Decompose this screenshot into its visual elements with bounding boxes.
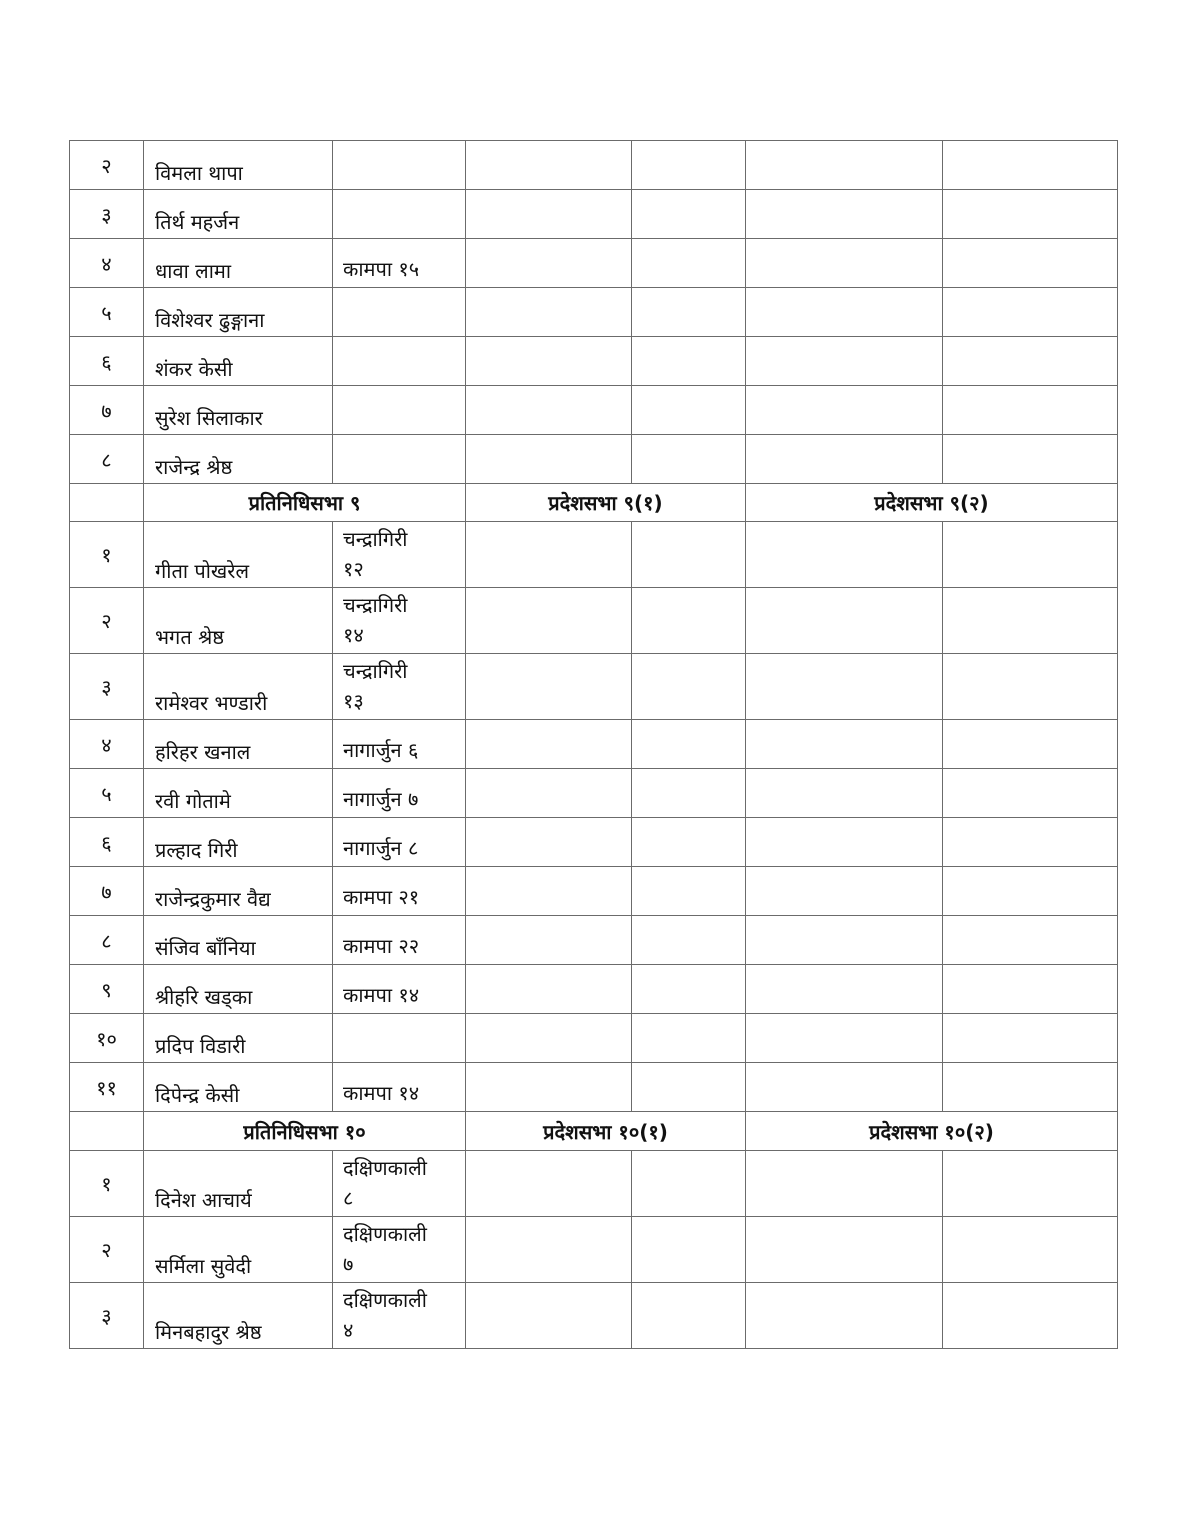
empty-cell: [746, 386, 943, 435]
empty-cell: [632, 337, 746, 386]
empty-cell: [746, 239, 943, 288]
empty-cell: [632, 818, 746, 867]
empty-cell: [943, 190, 1118, 239]
ward: १२: [343, 557, 364, 581]
table-row: [70, 654, 1118, 720]
table-row: [70, 1217, 1118, 1283]
table-row: [70, 588, 1118, 654]
empty-cell: [943, 1217, 1118, 1283]
empty-cell: [746, 337, 943, 386]
municipality-ward: [333, 1217, 466, 1283]
empty-cell: [632, 720, 746, 769]
empty-cell: [466, 1063, 632, 1112]
empty-cell: [943, 588, 1118, 654]
table-row: [70, 288, 1118, 337]
row-number: १: [70, 1151, 144, 1217]
empty-cell: [943, 1014, 1118, 1063]
row-number: ६: [70, 818, 144, 867]
municipality-ward: [333, 588, 466, 654]
empty-cell: [70, 484, 144, 522]
municipality-ward: [333, 435, 466, 484]
pratinidhi-sabha-heading: प्रतिनिधिसभा १०: [144, 1112, 466, 1151]
row-number: ९: [70, 965, 144, 1014]
empty-cell: [466, 435, 632, 484]
empty-cell: [746, 654, 943, 720]
empty-cell: [746, 588, 943, 654]
table-row: [70, 337, 1118, 386]
municipality-ward: कामपा २२: [333, 916, 466, 965]
municipality-ward: [333, 190, 466, 239]
empty-cell: [466, 769, 632, 818]
row-number: १: [70, 522, 144, 588]
empty-cell: [943, 769, 1118, 818]
empty-cell: [746, 1151, 943, 1217]
row-number: ५: [70, 288, 144, 337]
candidate-name: धावा लामा: [144, 239, 333, 288]
empty-cell: [632, 386, 746, 435]
empty-cell: [632, 522, 746, 588]
row-number: ८: [70, 916, 144, 965]
empty-cell: [466, 1283, 632, 1349]
empty-cell: [466, 386, 632, 435]
pradesh-sabha-2-heading: प्रदेशसभा ९(२): [746, 484, 1118, 522]
empty-cell: [746, 965, 943, 1014]
empty-cell: [943, 337, 1118, 386]
candidate-name: दिनेश आचार्य: [144, 1151, 333, 1217]
row-number: ७: [70, 867, 144, 916]
municipality-ward: [333, 522, 466, 588]
empty-cell: [466, 190, 632, 239]
candidate-name: हरिहर खनाल: [144, 720, 333, 769]
table-row: [70, 769, 1118, 818]
candidate-name: गीता पोखरेल: [144, 522, 333, 588]
table-row: [70, 435, 1118, 484]
row-number: ५: [70, 769, 144, 818]
municipality-ward: [333, 1014, 466, 1063]
table-row: [70, 522, 1118, 588]
row-number: २: [70, 1217, 144, 1283]
municipality-ward: कामपा १४: [333, 1063, 466, 1112]
empty-cell: [632, 1217, 746, 1283]
empty-cell: [632, 867, 746, 916]
empty-cell: [746, 769, 943, 818]
empty-cell: [632, 654, 746, 720]
municipality: दक्षिणकाली: [343, 1288, 427, 1312]
municipality-ward: कामपा २१: [333, 867, 466, 916]
empty-cell: [943, 1063, 1118, 1112]
empty-cell: [746, 1217, 943, 1283]
candidate-name: मिनबहादुर श्रेष्ठ: [144, 1283, 333, 1349]
empty-cell: [746, 435, 943, 484]
empty-cell: [466, 1151, 632, 1217]
empty-cell: [943, 239, 1118, 288]
candidate-name: रामेश्वर भण्डारी: [144, 654, 333, 720]
candidate-name: प्रदिप विडारी: [144, 1014, 333, 1063]
empty-cell: [466, 867, 632, 916]
empty-cell: [466, 141, 632, 190]
municipality: चन्द्रागिरी: [343, 593, 408, 617]
empty-cell: [746, 720, 943, 769]
pratinidhi-sabha-heading: प्रतिनिधिसभा ९: [144, 484, 466, 522]
candidate-name: रवी गोतामे: [144, 769, 333, 818]
pradesh-sabha-1-heading: प्रदेशसभा १०(१): [466, 1112, 746, 1151]
table-row: [70, 1151, 1118, 1217]
empty-cell: [466, 818, 632, 867]
empty-cell: [943, 1283, 1118, 1349]
candidate-table: [69, 140, 1118, 1349]
table-row: [70, 1283, 1118, 1349]
pradesh-sabha-2-heading: प्रदेशसभा १०(२): [746, 1112, 1118, 1151]
table-row: [70, 1014, 1118, 1063]
empty-cell: [466, 337, 632, 386]
pradesh-sabha-1-heading: प्रदेशसभा ९(१): [466, 484, 746, 522]
empty-cell: [943, 1151, 1118, 1217]
municipality-ward: [333, 141, 466, 190]
candidate-name: शंकर केसी: [144, 337, 333, 386]
empty-cell: [632, 769, 746, 818]
municipality: दक्षिणकाली: [343, 1222, 427, 1246]
empty-cell: [746, 141, 943, 190]
ward: ४: [343, 1318, 354, 1342]
row-number: १०: [70, 1014, 144, 1063]
empty-cell: [943, 141, 1118, 190]
candidate-name: संजिव बाँनिया: [144, 916, 333, 965]
row-number: २: [70, 588, 144, 654]
ward: १४: [343, 623, 364, 647]
municipality: चन्द्रागिरी: [343, 659, 408, 683]
empty-cell: [632, 1283, 746, 1349]
empty-cell: [632, 239, 746, 288]
row-number: ४: [70, 239, 144, 288]
row-number: ३: [70, 654, 144, 720]
row-number: ३: [70, 190, 144, 239]
table-row: [70, 916, 1118, 965]
row-number: २: [70, 141, 144, 190]
candidate-name: श्रीहरि खड्का: [144, 965, 333, 1014]
empty-cell: [746, 288, 943, 337]
candidate-name: दिपेन्द्र केसी: [144, 1063, 333, 1112]
section-header-row: [70, 484, 1118, 522]
table-row: [70, 386, 1118, 435]
empty-cell: [70, 1112, 144, 1151]
empty-cell: [632, 435, 746, 484]
row-number: ३: [70, 1283, 144, 1349]
candidate-name: सुरेश सिलाकार: [144, 386, 333, 435]
table-row: [70, 720, 1118, 769]
empty-cell: [943, 965, 1118, 1014]
empty-cell: [943, 867, 1118, 916]
candidate-name: सर्मिला सुवेदी: [144, 1217, 333, 1283]
empty-cell: [466, 588, 632, 654]
empty-cell: [943, 916, 1118, 965]
row-number: ७: [70, 386, 144, 435]
empty-cell: [943, 435, 1118, 484]
empty-cell: [943, 288, 1118, 337]
table-row: [70, 190, 1118, 239]
empty-cell: [746, 818, 943, 867]
municipality: चन्द्रागिरी: [343, 527, 408, 551]
municipality-ward: [333, 1151, 466, 1217]
municipality-ward: [333, 337, 466, 386]
table-row: [70, 867, 1118, 916]
empty-cell: [466, 288, 632, 337]
row-number: ११: [70, 1063, 144, 1112]
empty-cell: [746, 916, 943, 965]
table-row: [70, 1063, 1118, 1112]
candidate-name: तिर्थ महर्जन: [144, 190, 333, 239]
row-number: ८: [70, 435, 144, 484]
municipality-ward: [333, 1283, 466, 1349]
empty-cell: [466, 1217, 632, 1283]
empty-cell: [746, 1014, 943, 1063]
candidate-name: विशेश्वर ढुङ्गाना: [144, 288, 333, 337]
candidate-name: भगत श्रेष्ठ: [144, 588, 333, 654]
table-row: [70, 141, 1118, 190]
empty-cell: [632, 141, 746, 190]
row-number: ४: [70, 720, 144, 769]
empty-cell: [632, 916, 746, 965]
empty-cell: [466, 916, 632, 965]
municipality-ward: कामपा १४: [333, 965, 466, 1014]
table-row: [70, 239, 1118, 288]
municipality-ward: नागार्जुन ८: [333, 818, 466, 867]
municipality: दक्षिणकाली: [343, 1156, 427, 1180]
empty-cell: [943, 386, 1118, 435]
municipality-ward: [333, 386, 466, 435]
row-number: ६: [70, 337, 144, 386]
municipality-ward: [333, 654, 466, 720]
candidate-name: राजेन्द्रकुमार वैद्य: [144, 867, 333, 916]
ward: ७: [343, 1252, 354, 1276]
empty-cell: [746, 522, 943, 588]
empty-cell: [943, 654, 1118, 720]
table-row: [70, 818, 1118, 867]
empty-cell: [632, 965, 746, 1014]
empty-cell: [466, 239, 632, 288]
empty-cell: [466, 654, 632, 720]
municipality-ward: कामपा १५: [333, 239, 466, 288]
empty-cell: [943, 522, 1118, 588]
section-header-row: [70, 1112, 1118, 1151]
candidate-name: प्रल्हाद गिरी: [144, 818, 333, 867]
empty-cell: [466, 522, 632, 588]
empty-cell: [632, 288, 746, 337]
empty-cell: [632, 588, 746, 654]
empty-cell: [466, 1014, 632, 1063]
ward: १३: [343, 689, 364, 713]
empty-cell: [632, 1063, 746, 1112]
empty-cell: [746, 867, 943, 916]
municipality-ward: नागार्जुन ७: [333, 769, 466, 818]
municipality-ward: [333, 288, 466, 337]
municipality-ward: नागार्जुन ६: [333, 720, 466, 769]
empty-cell: [466, 965, 632, 1014]
empty-cell: [746, 190, 943, 239]
ward: ८: [343, 1186, 354, 1210]
table-row: [70, 965, 1118, 1014]
empty-cell: [466, 720, 632, 769]
empty-cell: [746, 1063, 943, 1112]
candidate-name: राजेन्द्र श्रेष्ठ: [144, 435, 333, 484]
candidate-name: विमला थापा: [144, 141, 333, 190]
empty-cell: [746, 1283, 943, 1349]
empty-cell: [943, 818, 1118, 867]
empty-cell: [632, 1014, 746, 1063]
empty-cell: [632, 1151, 746, 1217]
empty-cell: [632, 190, 746, 239]
empty-cell: [943, 720, 1118, 769]
